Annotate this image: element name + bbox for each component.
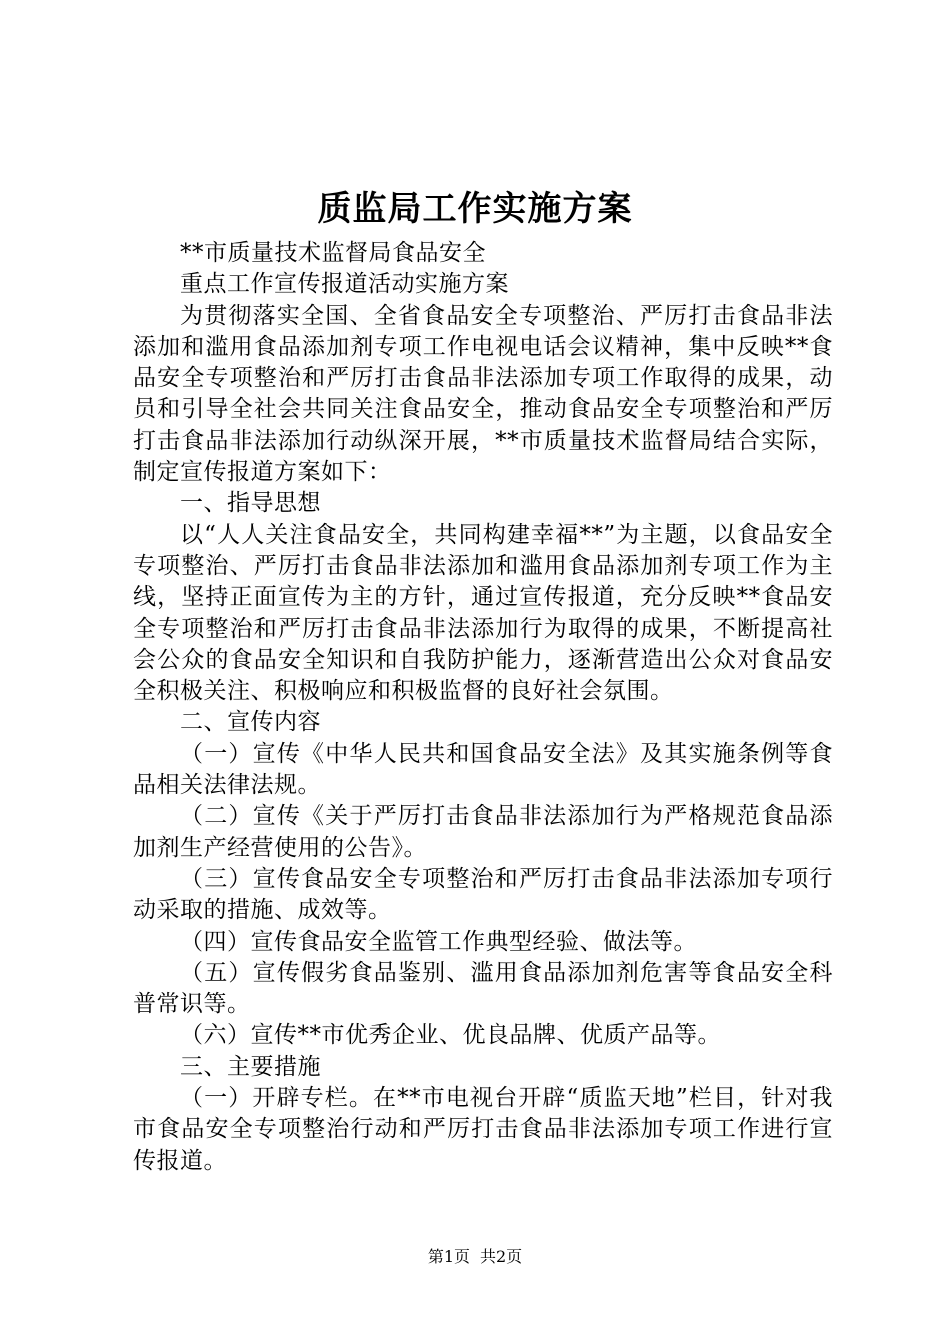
section-heading-publicity-content: 二、宣传内容 bbox=[180, 709, 321, 736]
section-heading-guiding-thought: 一、指导思想 bbox=[180, 490, 321, 517]
page-total: 共2页 bbox=[480, 1247, 523, 1266]
content-item-2: （二）宣传《关于严厉打击食品非法添加行为严格规范食品添加剂生产经营使用的公告》。 bbox=[133, 803, 833, 861]
document-title: 质监局工作实施方案 bbox=[317, 189, 633, 229]
content-item-5: （五）宣传假劣食品鉴别、滥用食品添加剂危害等食品安全科普常识等。 bbox=[133, 959, 833, 1018]
section-heading-main-measures: 三、主要措施 bbox=[180, 1053, 321, 1080]
measure-item-1: （一）开辟专栏。在**市电视台开辟“质监天地”栏目，针对我市食品安全专项整治行动和严厉打击食品非法添加专项工作进行宣传报道。 bbox=[133, 1085, 833, 1174]
content-item-3: （三）宣传食品安全专项整治和严厉打击食品非法添加专项行动采取的措施、成效等。 bbox=[133, 865, 833, 924]
document-body bbox=[133, 238, 833, 1177]
content-item-4: （四）宣传食品安全监管工作典型经验、做法等。 bbox=[180, 928, 697, 955]
content-item-6: （六）宣传**市优秀企业、优良品牌、优质产品等。 bbox=[180, 1022, 721, 1049]
guiding-thought-paragraph: 以“人人关注食品安全，共同构建幸福**”为主题，以食品安全专项整治、严厉打击食品非法添加和滥用食品添加剂专项工作为主线，坚持正面宣传为主的方针，通过宣传报道，充分反映**食品安全专项整治和严厉打击食品非法添加行为取得的成果，不断提高社会公众的食品安全知识和自我防护能力，逐渐营造出公众对食品安全积极关注、积极响应和积极监督的良好社会氛围。 bbox=[133, 521, 833, 705]
page-number: 第1页 bbox=[427, 1247, 470, 1266]
subtitle-line-2: 重点工作宣传报道活动实施方案 bbox=[180, 271, 509, 298]
content-item-1: （一）宣传《中华人民共和国食品安全法》及其实施条例等食品相关法律法规。 bbox=[133, 740, 833, 799]
intro-paragraph: 为贯彻落实全国、全省食品安全专项整治、严厉打击食品非法添加和滥用食品添加剂专项工作电视电话会议精神，集中反映**食品安全专项整治和严厉打击食品非法添加专项工作取得的成果，动员和引导全社会共同关注食品安全，推动食品安全专项整治和严厉打击食品非法添加行动纵深开展，**市质量技术监督局结合实际，制定宣传报道方案如下： bbox=[133, 302, 833, 486]
page-footer bbox=[0, 1246, 950, 1268]
subtitle-line-1: **市质量技术监督局食品安全 bbox=[180, 240, 486, 266]
